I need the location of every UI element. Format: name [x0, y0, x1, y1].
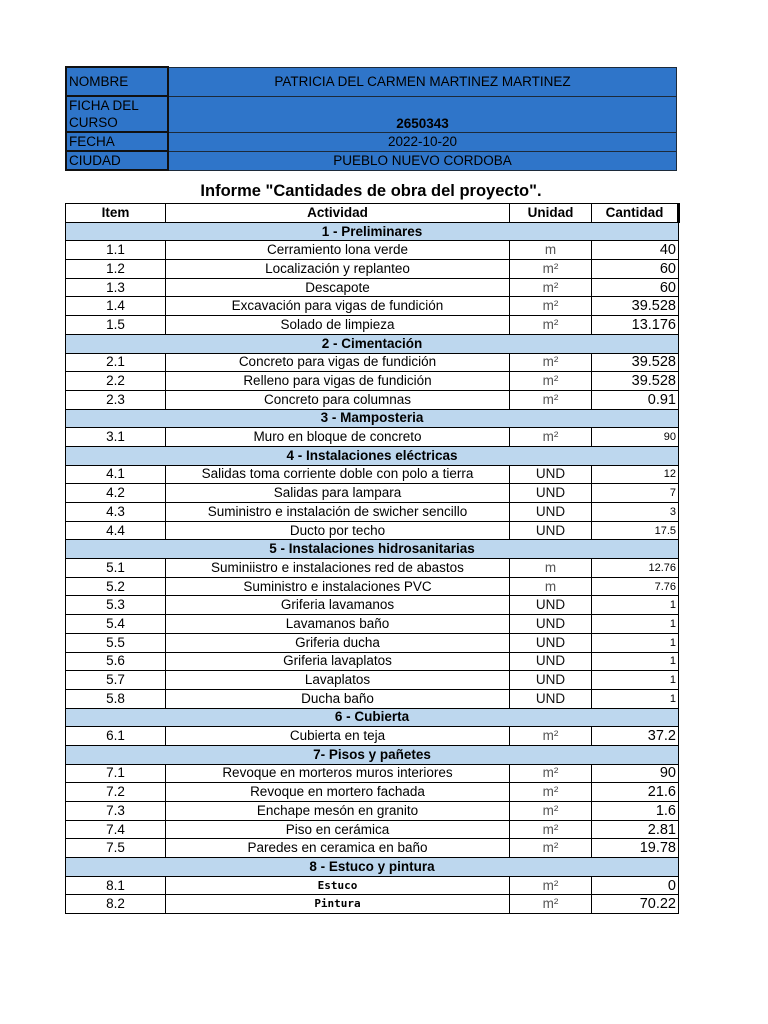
item-cell: 5.8 — [66, 689, 166, 708]
unit-cell: UND — [510, 521, 592, 540]
section-header-row — [66, 446, 679, 465]
table-row — [66, 764, 679, 783]
unit-cell: m² — [510, 895, 592, 914]
table-row — [66, 278, 679, 297]
unit-cell: m² — [510, 820, 592, 839]
section-title: 7- Pisos y pañetes — [66, 745, 679, 764]
item-cell: 5.3 — [66, 596, 166, 615]
item-cell: 1.5 — [66, 316, 166, 335]
section-title: 5 - Instalaciones hidrosanitarias — [66, 540, 679, 559]
section-header-row — [66, 745, 679, 764]
table-row — [66, 802, 679, 821]
quantity-cell: 37.2 — [592, 727, 679, 746]
table-row — [66, 895, 679, 914]
unit-cell: m² — [510, 297, 592, 316]
column-header-item: Item — [66, 204, 166, 223]
section-header-row — [66, 334, 679, 353]
info-row-ciudad — [66, 151, 677, 170]
quantity-cell: 39.528 — [592, 353, 679, 372]
item-cell: 4.4 — [66, 521, 166, 540]
quantity-cell: 0 — [592, 876, 679, 895]
item-cell: 7.3 — [66, 802, 166, 821]
unit-cell: UND — [510, 465, 592, 484]
quantity-cell: 12 — [592, 465, 679, 484]
unit-cell: m² — [510, 783, 592, 802]
table-body — [66, 222, 679, 913]
unit-cell: m² — [510, 316, 592, 335]
section-title: 2 - Cimentación — [66, 334, 679, 353]
activity-cell: Localización y replanteo — [166, 260, 510, 279]
info-label: FICHA DEL CURSO — [66, 96, 168, 132]
activity-cell: Salidas toma corriente doble con polo a tierra — [166, 465, 510, 484]
unit-cell: m — [510, 559, 592, 578]
item-cell: 2.2 — [66, 372, 166, 391]
activity-cell: Suminiistro e instalaciones red de abastos — [166, 559, 510, 578]
item-cell: 5.6 — [66, 652, 166, 671]
section-header-row — [66, 409, 679, 428]
unit-cell: m² — [510, 278, 592, 297]
info-row-nombre — [66, 67, 677, 96]
section-title: 1 - Preliminares — [66, 222, 679, 241]
activity-cell: Paredes en ceramica en baño — [166, 839, 510, 858]
activity-cell: Ducto por techo — [166, 521, 510, 540]
activity-cell: Griferia ducha — [166, 633, 510, 652]
quantity-cell: 12.76 — [592, 559, 679, 578]
item-cell: 1.3 — [66, 278, 166, 297]
item-cell: 2.1 — [66, 353, 166, 372]
quantity-cell: 1 — [592, 596, 679, 615]
activity-cell: Griferia lavaplatos — [166, 652, 510, 671]
table-row — [66, 372, 679, 391]
activity-cell: Estuco — [166, 876, 510, 895]
item-cell: 5.2 — [66, 577, 166, 596]
unit-cell: UND — [510, 503, 592, 522]
activity-cell: Enchape mesón en granito — [166, 802, 510, 821]
unit-cell: m² — [510, 390, 592, 409]
activity-cell: Lavamanos baño — [166, 615, 510, 634]
quantity-cell: 39.528 — [592, 297, 679, 316]
info-label: CIUDAD — [66, 151, 168, 170]
table-row — [66, 671, 679, 690]
table-row — [66, 390, 679, 409]
unit-cell: UND — [510, 671, 592, 690]
table-row — [66, 876, 679, 895]
section-title: 4 - Instalaciones eléctricas — [66, 446, 679, 465]
item-cell: 1.4 — [66, 297, 166, 316]
activity-cell: Cubierta en teja — [166, 727, 510, 746]
unit-cell: m — [510, 577, 592, 596]
unit-cell: m² — [510, 876, 592, 895]
unit-cell: UND — [510, 652, 592, 671]
table-row — [66, 652, 679, 671]
activity-cell: Cerramiento lona verde — [166, 241, 510, 260]
unit-cell: m² — [510, 372, 592, 391]
item-cell: 5.4 — [66, 615, 166, 634]
activity-cell: Pintura — [166, 895, 510, 914]
quantity-cell: 1 — [592, 615, 679, 634]
section-title: 3 - Mamposteria — [66, 409, 679, 428]
item-cell: 1.1 — [66, 241, 166, 260]
column-header-activity: Actividad — [166, 204, 510, 223]
item-cell: 4.3 — [66, 503, 166, 522]
table-row — [66, 297, 679, 316]
item-cell: 4.1 — [66, 465, 166, 484]
table-row — [66, 484, 679, 503]
activity-cell: Lavaplatos — [166, 671, 510, 690]
quantity-cell: 40 — [592, 241, 679, 260]
unit-cell: m — [510, 241, 592, 260]
column-header-unit: Unidad — [510, 204, 592, 223]
table-row — [66, 727, 679, 746]
table-row — [66, 353, 679, 372]
table-header-row — [66, 204, 679, 223]
unit-cell: UND — [510, 689, 592, 708]
info-value: PUEBLO NUEVO CORDOBA — [168, 151, 677, 170]
quantity-cell: 90 — [592, 764, 679, 783]
unit-cell: m² — [510, 839, 592, 858]
activity-cell: Piso en cerámica — [166, 820, 510, 839]
quantity-cell: 13.176 — [592, 316, 679, 335]
quantity-cell: 1 — [592, 652, 679, 671]
quantity-cell: 1 — [592, 671, 679, 690]
table-row — [66, 503, 679, 522]
quantities-table — [65, 203, 680, 914]
item-cell: 5.5 — [66, 633, 166, 652]
table-row — [66, 633, 679, 652]
info-label: FECHA — [66, 132, 168, 151]
section-header-row — [66, 858, 679, 877]
report-title: Informe "Cantidades de obra del proyecto". — [200, 182, 542, 200]
info-value: PATRICIA DEL CARMEN MARTINEZ MARTINEZ — [168, 67, 677, 96]
activity-cell: Ducha baño — [166, 689, 510, 708]
activity-cell: Excavación para vigas de fundición — [166, 297, 510, 316]
quantity-cell: 17.5 — [592, 521, 679, 540]
section-title: 6 - Cubierta — [66, 708, 679, 727]
unit-cell: m² — [510, 802, 592, 821]
activity-cell: Solado de limpieza — [166, 316, 510, 335]
quantity-cell: 39.528 — [592, 372, 679, 391]
quantity-cell: 70.22 — [592, 895, 679, 914]
quantity-cell: 3 — [592, 503, 679, 522]
quantity-cell: 60 — [592, 278, 679, 297]
unit-cell: m² — [510, 353, 592, 372]
activity-cell: Descapote — [166, 278, 510, 297]
unit-cell: UND — [510, 484, 592, 503]
unit-cell: UND — [510, 596, 592, 615]
table-row — [66, 465, 679, 484]
table-row — [66, 820, 679, 839]
table-row — [66, 260, 679, 279]
quantity-cell: 1 — [592, 689, 679, 708]
quantity-cell: 21.6 — [592, 783, 679, 802]
unit-cell: m² — [510, 260, 592, 279]
unit-cell: UND — [510, 633, 592, 652]
activity-cell: Revoque en mortero fachada — [166, 783, 510, 802]
item-cell: 2.3 — [66, 390, 166, 409]
quantity-cell: 1.6 — [592, 802, 679, 821]
table-row — [66, 577, 679, 596]
activity-cell: Suministro e instalaciones PVC — [166, 577, 510, 596]
section-header-row — [66, 222, 679, 241]
section-header-row — [66, 540, 679, 559]
item-cell: 8.2 — [66, 895, 166, 914]
table-row — [66, 241, 679, 260]
quantity-cell: 60 — [592, 260, 679, 279]
unit-cell: UND — [510, 615, 592, 634]
item-cell: 5.7 — [66, 671, 166, 690]
table-row — [66, 559, 679, 578]
activity-cell: Suministro e instalación de swicher sencillo — [166, 503, 510, 522]
table-row — [66, 316, 679, 335]
table-row — [66, 521, 679, 540]
activity-cell: Revoque en morteros muros interiores — [166, 764, 510, 783]
section-header-row — [66, 708, 679, 727]
student-info-table — [65, 66, 677, 171]
activity-cell: Muro en bloque de concreto — [166, 428, 510, 447]
table-row — [66, 839, 679, 858]
item-cell: 8.1 — [66, 876, 166, 895]
activity-cell: Salidas para lampara — [166, 484, 510, 503]
info-value: 2650343 — [168, 96, 677, 132]
quantity-cell: 90 — [592, 428, 679, 447]
table-row — [66, 596, 679, 615]
quantity-cell: 7 — [592, 484, 679, 503]
info-value: 2022-10-20 — [168, 132, 677, 151]
info-label: NOMBRE — [66, 67, 168, 96]
item-cell: 7.5 — [66, 839, 166, 858]
table-row — [66, 689, 679, 708]
quantity-cell: 7.76 — [592, 577, 679, 596]
item-cell: 7.1 — [66, 764, 166, 783]
item-cell: 3.1 — [66, 428, 166, 447]
table-row — [66, 428, 679, 447]
item-cell: 6.1 — [66, 727, 166, 746]
item-cell: 4.2 — [66, 484, 166, 503]
activity-cell: Concreto para columnas — [166, 390, 510, 409]
item-cell: 7.4 — [66, 820, 166, 839]
item-cell: 5.1 — [66, 559, 166, 578]
item-cell: 1.2 — [66, 260, 166, 279]
quantity-cell: 1 — [592, 633, 679, 652]
table-row — [66, 783, 679, 802]
activity-cell: Relleno para vigas de fundición — [166, 372, 510, 391]
item-cell: 7.2 — [66, 783, 166, 802]
unit-cell: m² — [510, 727, 592, 746]
quantity-cell: 19.78 — [592, 839, 679, 858]
info-row-fecha — [66, 132, 677, 151]
info-row-ficha — [66, 96, 677, 132]
table-row — [66, 615, 679, 634]
unit-cell: m² — [510, 428, 592, 447]
activity-cell: Griferia lavamanos — [166, 596, 510, 615]
unit-cell: m² — [510, 764, 592, 783]
quantity-cell: 2.81 — [592, 820, 679, 839]
quantity-cell: 0.91 — [592, 390, 679, 409]
activity-cell: Concreto para vigas de fundición — [166, 353, 510, 372]
column-header-quantity: Cantidad — [592, 204, 679, 223]
section-title: 8 - Estuco y pintura — [66, 858, 679, 877]
